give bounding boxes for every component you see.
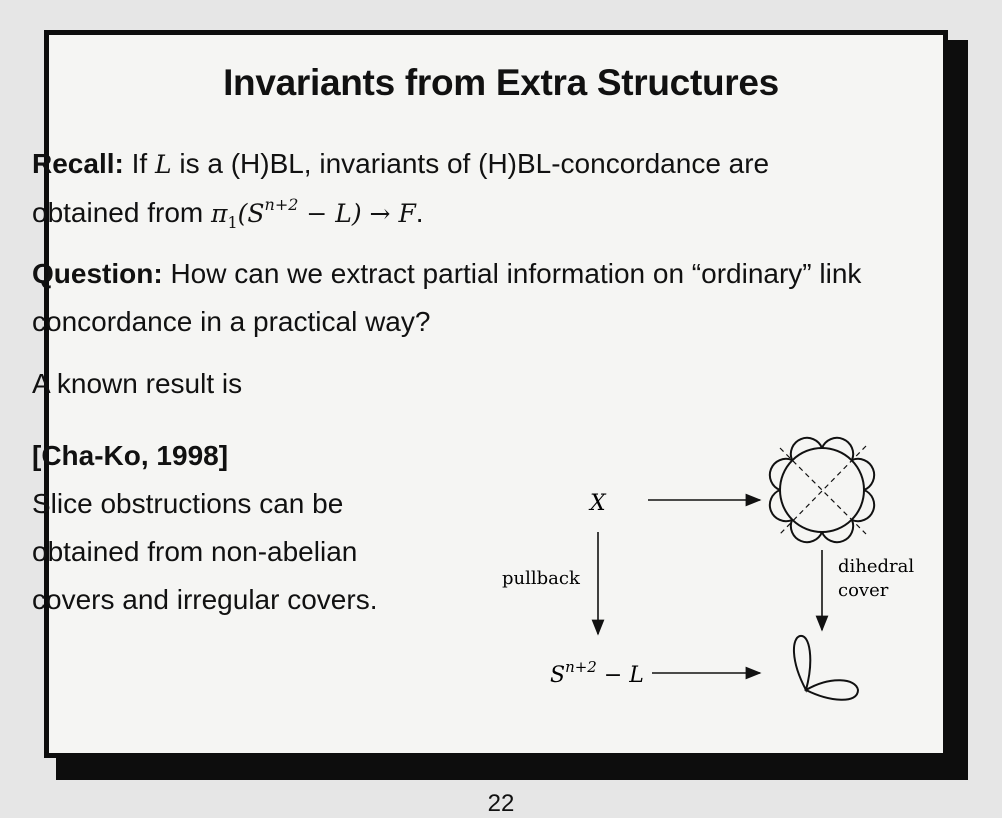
question-text: How can we extract partial information on “ordinary” link concordance in a practical way? <box>32 258 862 337</box>
known-result-text: A known result is <box>32 368 243 399</box>
result-line: covers and irregular covers. <box>32 584 378 615</box>
result-line: obtained from non-abelian <box>32 536 358 567</box>
recall-var-L: L <box>154 150 172 179</box>
diagram-node-X: X <box>590 491 606 516</box>
recall-period: . <box>415 197 424 228</box>
cover-label: cover <box>838 580 889 601</box>
question-label: Question: <box>32 258 163 289</box>
cover-graph-icon <box>770 438 874 542</box>
slide-title: Invariants from Extra Structures <box>223 62 779 103</box>
recall-formula: $\pi_1(S^{n+2} - L) \to F$ <box>211 195 416 232</box>
pullback-label: pullback <box>502 568 580 589</box>
recall-text-1: If <box>123 148 155 179</box>
diagram-node-complement: $S^{n+2} - L$ <box>550 658 644 688</box>
result-line: Slice obstructions can be <box>32 488 344 519</box>
wedge-of-circles-icon <box>794 636 858 700</box>
dihedral-label: dihedral <box>838 556 915 577</box>
recall-label: Recall: <box>32 148 124 179</box>
citation: [Cha-Ko, 1998] <box>32 440 229 471</box>
page-number: 22 <box>487 790 515 817</box>
recall-text-2: is a (H)BL, invariants of (H)BL-concordance are obtained from <box>32 148 770 228</box>
